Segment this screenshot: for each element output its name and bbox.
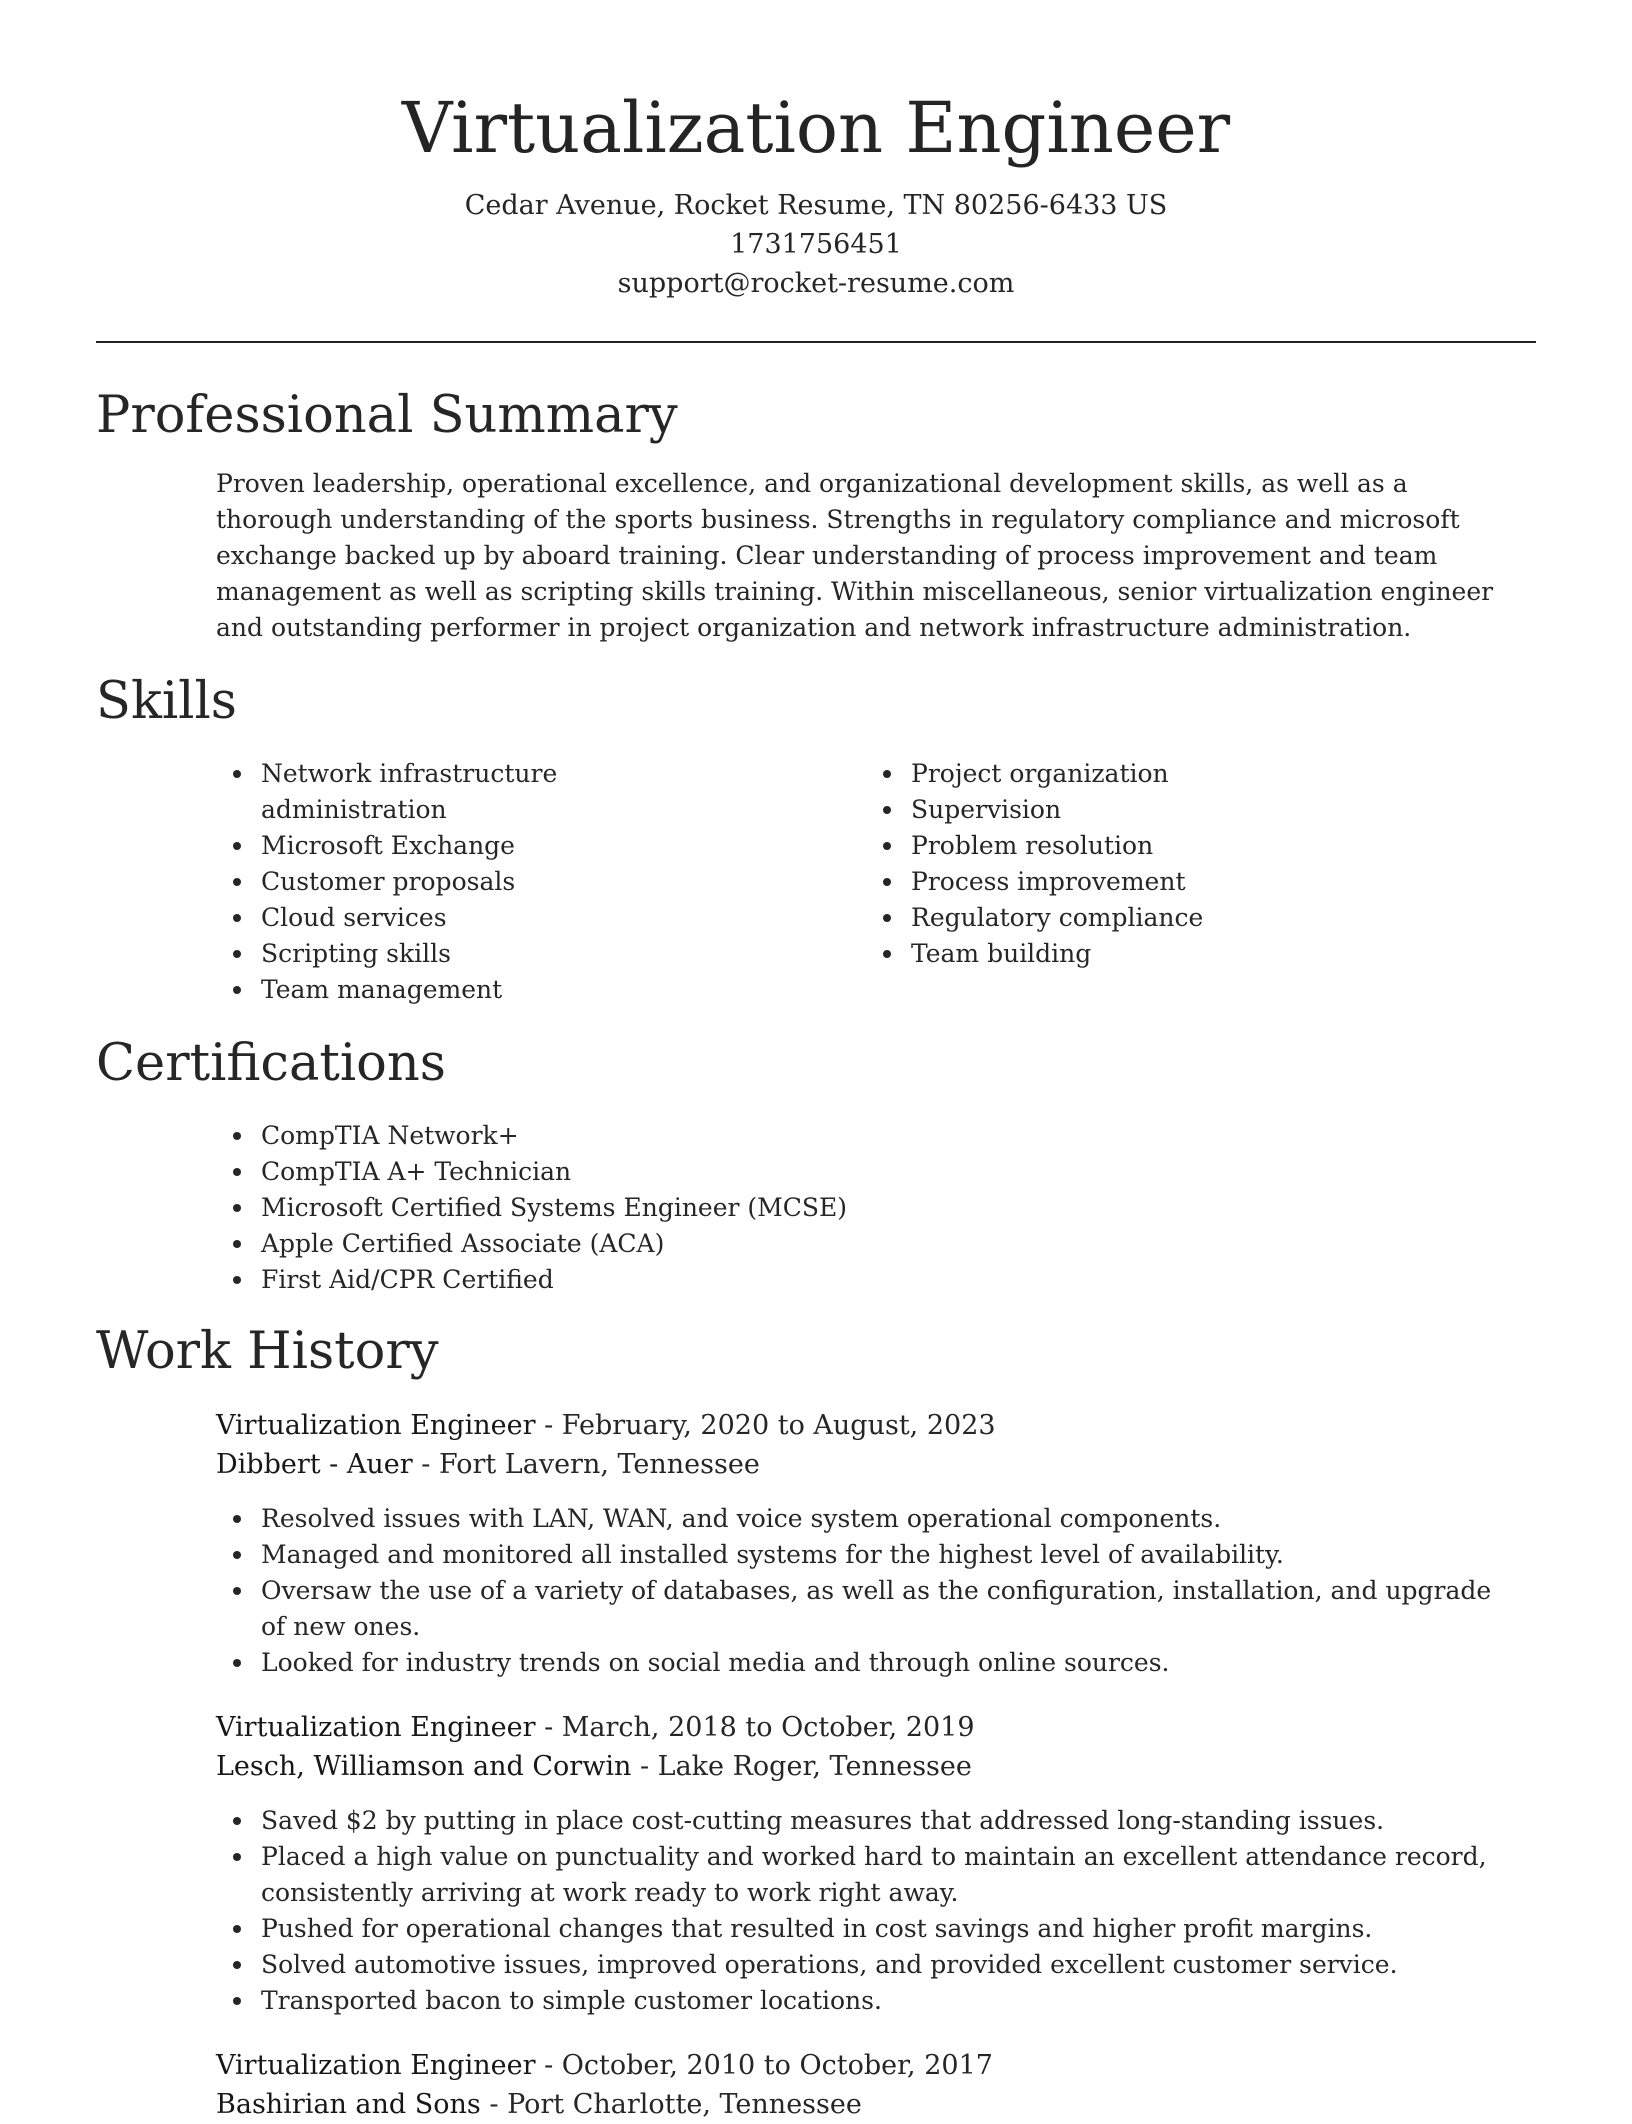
job-location: - Fort Lavern, Tennessee <box>412 1449 760 1480</box>
certification-item: Microsoft Certified Systems Engineer (MCSE) <box>261 1190 1536 1226</box>
skill-item: Problem resolution <box>911 828 1396 864</box>
contact-block <box>96 186 1536 303</box>
job-dates: - March, 2018 to October, 2019 <box>535 1712 975 1743</box>
work-history-heading: Work History <box>96 1322 439 1381</box>
job-title: Virtualization Engineer <box>216 1712 536 1743</box>
job-bullet: Managed and monitored all installed systems for the highest level of availability. <box>261 1537 1501 1573</box>
job-location: - Lake Roger, Tennessee <box>631 1751 972 1782</box>
certification-item: First Aid/CPR Certified <box>261 1262 1536 1298</box>
skills-columns <box>96 756 1536 1008</box>
skills-right-list <box>746 756 1396 1008</box>
contact-email: support@rocket-resume.com <box>617 268 1015 299</box>
job-entry <box>216 1708 1536 2019</box>
header-divider <box>96 341 1536 343</box>
job-dates: - October, 2010 to October, 2017 <box>535 2050 993 2081</box>
certification-item: Apple Certified Associate (ACA) <box>261 1226 1536 1262</box>
skill-item: Regulatory compliance <box>911 900 1396 936</box>
skill-item: Customer proposals <box>261 864 746 900</box>
skill-item: Team management <box>261 972 746 1008</box>
job-company: Lesch, Williamson and Corwin <box>216 1751 632 1782</box>
job-entry <box>216 2046 1536 2124</box>
job-bullet: Solved automotive issues, improved operations, and provided excellent customer service. <box>261 1947 1501 1983</box>
contact-phone: 1731756451 <box>730 229 902 260</box>
job-company: Dibbert - Auer <box>216 1449 413 1480</box>
job-company-line <box>216 1445 1536 1484</box>
certification-item: CompTIA A+ Technician <box>261 1154 1536 1190</box>
contact-address: Cedar Avenue, Rocket Resume, TN 80256-6433 US <box>464 190 1168 221</box>
skill-item: Team building <box>911 936 1396 972</box>
job-title-line <box>216 1708 1536 1747</box>
job-title-line <box>216 2046 1536 2085</box>
skill-item: Microsoft Exchange <box>261 828 746 864</box>
resume-page <box>96 0 1536 2124</box>
job-company: Bashirian and Sons <box>216 2089 481 2120</box>
job-bullet: Saved $2 by putting in place cost-cutting measures that addressed long-standing issues. <box>261 1803 1501 1839</box>
job-title: Virtualization Engineer <box>216 2050 536 2081</box>
skill-item: Supervision <box>911 792 1396 828</box>
job-responsibilities <box>216 1803 1536 2019</box>
job-location: - Port Charlotte, Tennessee <box>480 2089 862 2120</box>
skill-item: Scripting skills <box>261 936 746 972</box>
job-bullet: Transported bacon to simple customer locations. <box>261 1983 1501 2019</box>
job-bullet: Placed a high value on punctuality and worked hard to maintain an excellent attendance record, consistently arriving at work ready to work right away. <box>261 1839 1501 1911</box>
certifications-list <box>96 1118 1536 1298</box>
job-title-line <box>216 1406 1536 1445</box>
skill-item: Process improvement <box>911 864 1396 900</box>
job-title: Virtualization Engineer <box>216 1410 536 1441</box>
skill-item: Cloud services <box>261 900 746 936</box>
job-bullet: Oversaw the use of a variety of databases, as well as the configuration, installation, and upgrade of new ones. <box>261 1573 1501 1645</box>
skills-left-list <box>96 756 746 1008</box>
job-company-line <box>216 2085 1536 2124</box>
skill-item: Network infrastructure administration <box>261 756 746 828</box>
skill-item: Project organization <box>911 756 1396 792</box>
job-entry <box>216 1406 1536 1681</box>
summary-text: Proven leadership, operational excellence, and organizational development skills, as well as a thorough understanding of the sports business. Strengths in regulatory compliance and microsoft exchange backed up by aboard training. Clear understanding of process improvement and team management as well as scripting skills training. Within miscellaneous, senior virtualization engineer and outstanding performer in project organization and network infrastructure administration. <box>216 469 1494 642</box>
job-bullet: Pushed for operational changes that resulted in cost savings and higher profit margins. <box>261 1911 1501 1947</box>
job-dates: - February, 2020 to August, 2023 <box>535 1410 996 1441</box>
job-bullet: Looked for industry trends on social media and through online sources. <box>261 1645 1501 1681</box>
job-responsibilities <box>216 1501 1536 1681</box>
job-bullet: Resolved issues with LAN, WAN, and voice system operational components. <box>261 1501 1501 1537</box>
job-company-line <box>216 1747 1536 1786</box>
resume-title: Virtualization Engineer <box>401 87 1231 169</box>
certification-item: CompTIA Network+ <box>261 1118 1536 1154</box>
certifications-heading: Certifications <box>96 1034 446 1093</box>
skills-heading: Skills <box>96 672 237 731</box>
summary-heading: Professional Summary <box>96 386 678 445</box>
